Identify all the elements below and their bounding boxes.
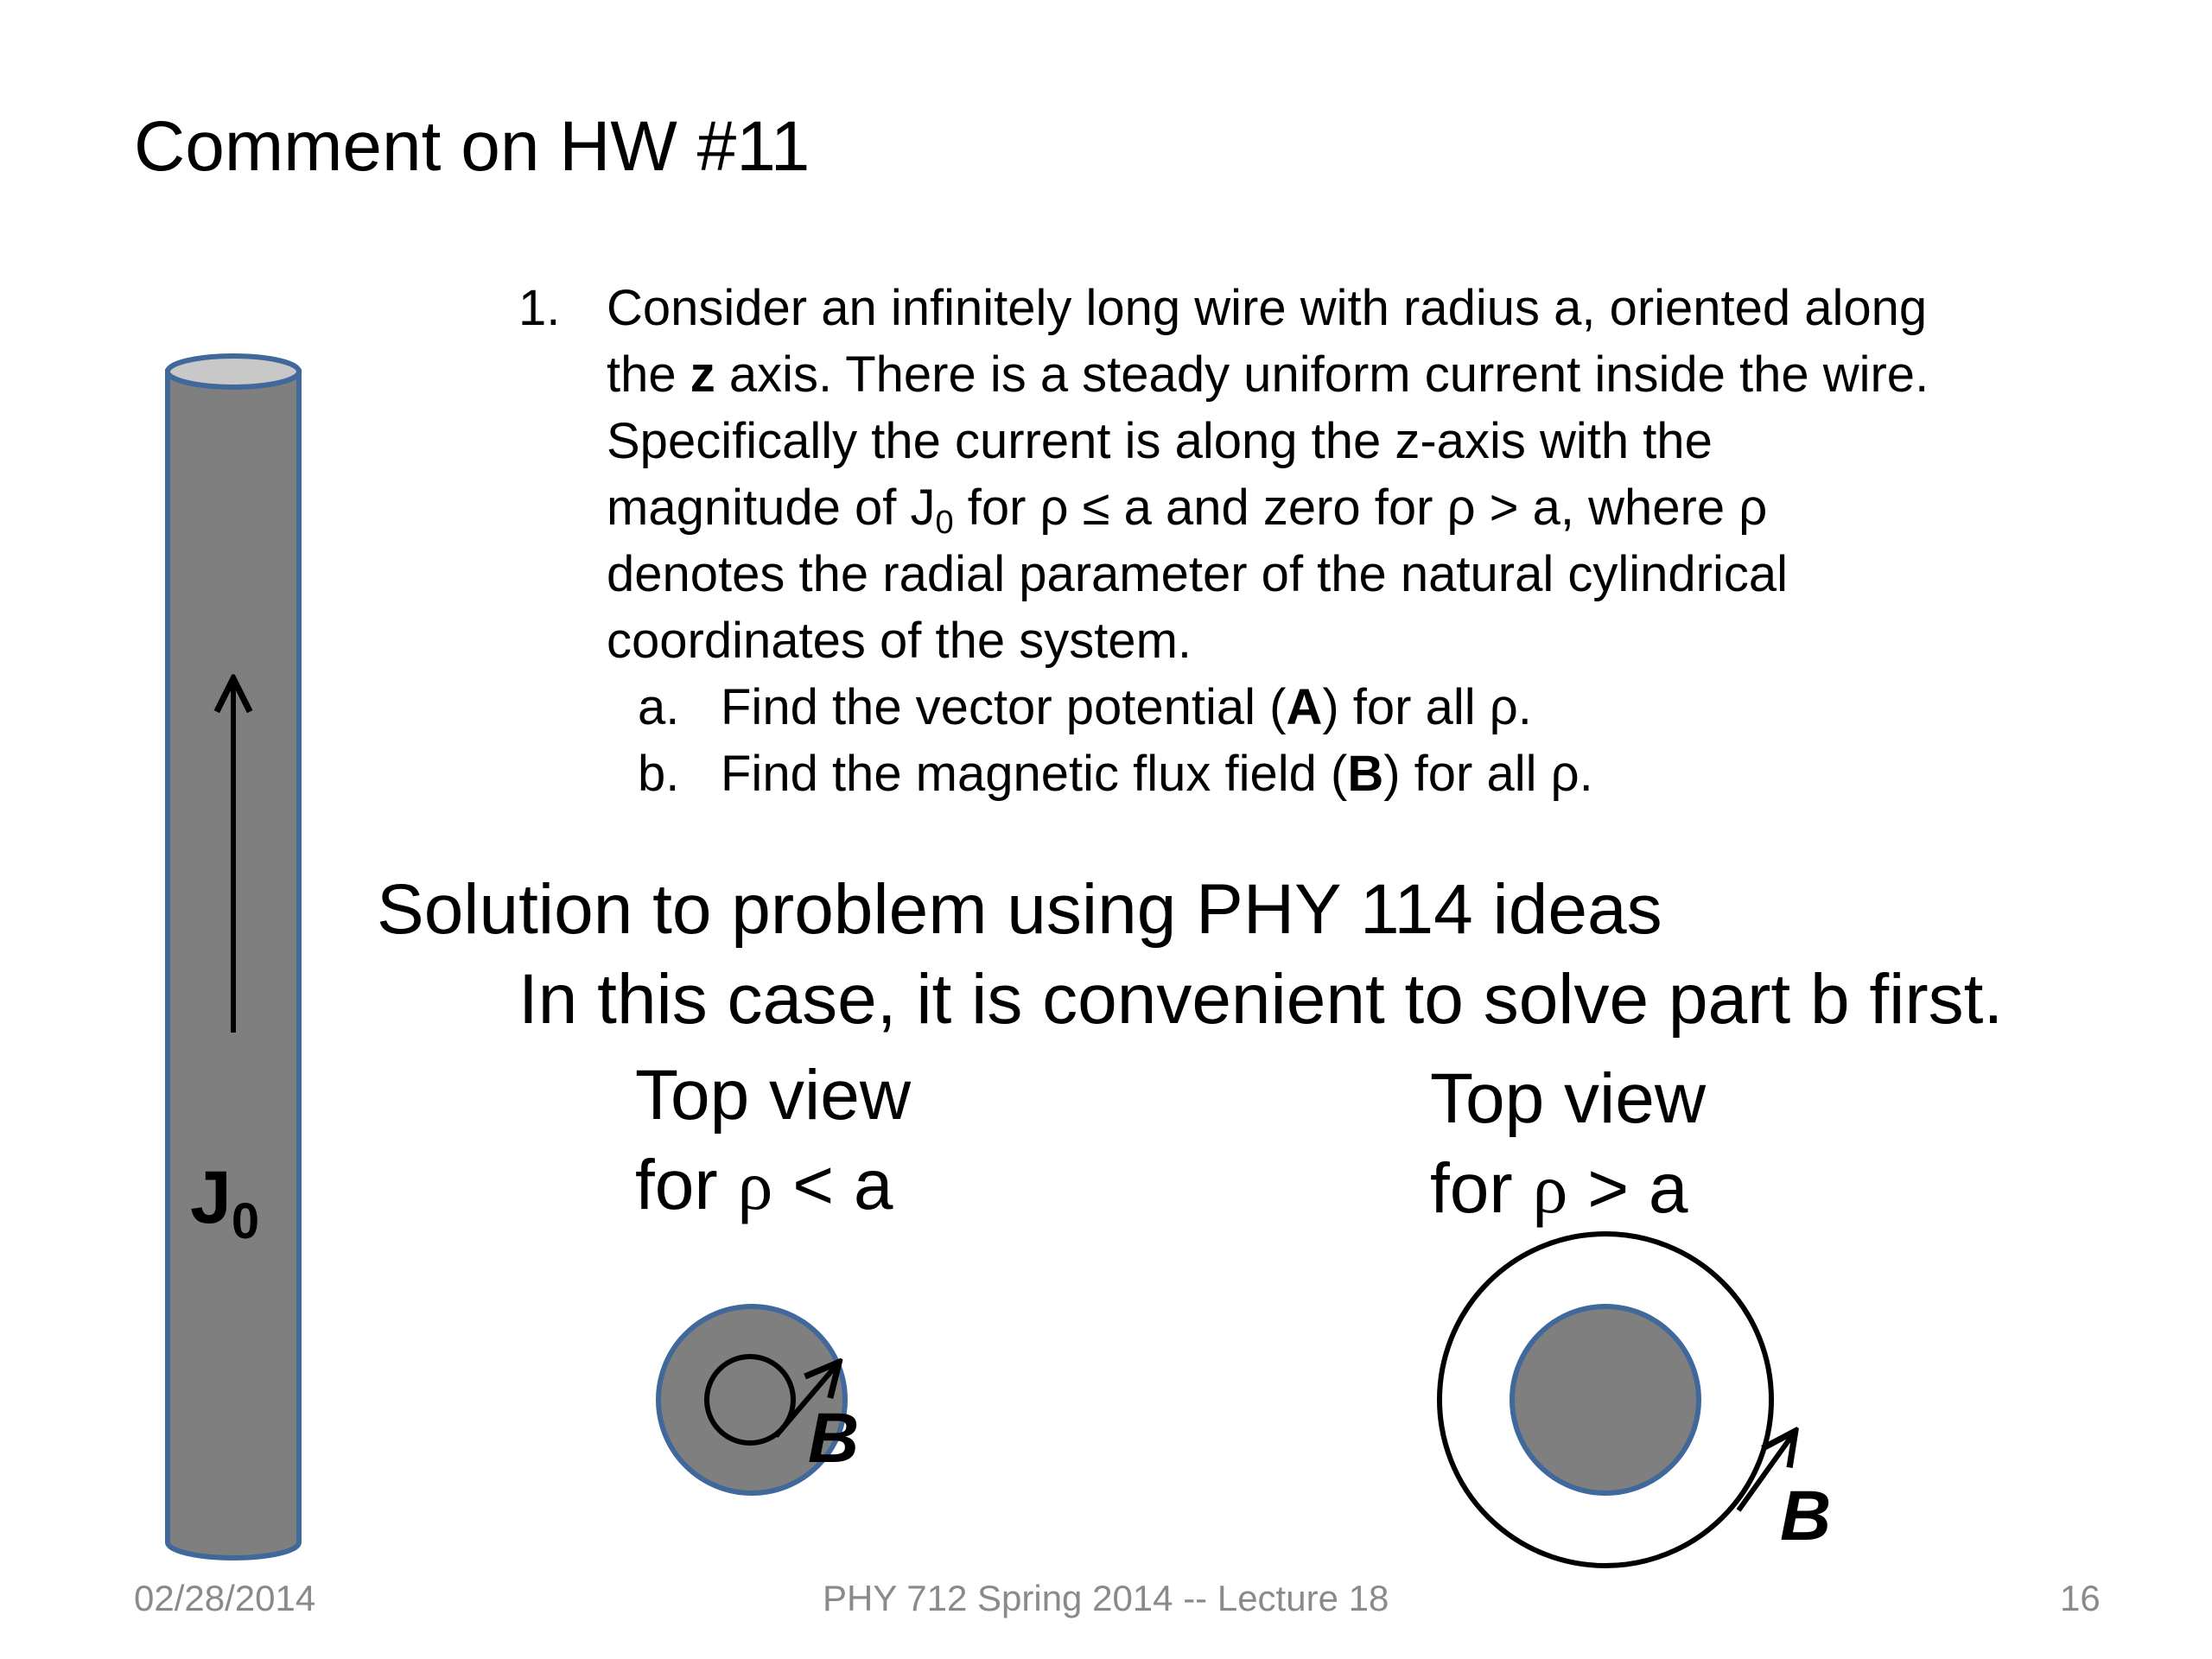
- text-run: Find the vector potential (: [721, 679, 1287, 735]
- inner-top-view: [658, 1306, 859, 1493]
- text-run: axis. There is a steady uniform current inside the wire.: [715, 346, 1929, 403]
- flux-field-symbol: B: [1347, 746, 1384, 802]
- field-label-outer: B: [1780, 1477, 1832, 1555]
- problem-line: Consider an infinitely long wire with radius a, oriented along: [607, 280, 1928, 336]
- text-run: ) for all ρ.: [1383, 746, 1593, 802]
- current-density-label: $J_0$: [190, 1156, 260, 1249]
- text-run: Find the magnetic flux field (: [721, 746, 1348, 802]
- part-marker: b.: [638, 746, 680, 802]
- problem-line: Specifically the current is along the z-axis with the: [607, 413, 1713, 469]
- text-run: the: [607, 346, 690, 403]
- problem-line: coordinates of the system.: [607, 613, 1192, 669]
- j0-subscript: 0: [935, 505, 954, 541]
- solution-note: In this case, it is convenient to solve part b first.: [518, 960, 2004, 1039]
- wire-cylinder: [168, 356, 299, 1558]
- problem-line: denotes the radial parameter of the natural cylindrical: [607, 546, 1788, 602]
- view-label-line: Top view: [1430, 1059, 1707, 1138]
- footer-date: 02/28/2014: [134, 1578, 316, 1618]
- text-run: for ρ ≤ a and zero for ρ > a, where ρ: [953, 480, 1768, 536]
- outer-top-view: [1440, 1234, 1831, 1566]
- footer-course: PHY 712 Spring 2014 -- Lecture 18: [823, 1578, 1389, 1618]
- text-run: ) for all ρ.: [1322, 679, 1532, 735]
- slide-title: Comment on HW #11: [134, 107, 810, 186]
- wire-cross-section: [1512, 1306, 1699, 1493]
- footer-page-number: 16: [2060, 1578, 2101, 1618]
- text-run: for: [635, 1146, 738, 1224]
- text-run: magnitude of J: [607, 480, 936, 536]
- rho-symbol: ρ: [1532, 1149, 1568, 1228]
- solution-heading: Solution to problem using PHY 114 ideas: [377, 870, 1662, 949]
- problem-number: 1.: [518, 280, 561, 336]
- wire-top-cap: [168, 356, 299, 387]
- text-run: > a: [1567, 1149, 1688, 1228]
- rho-symbol: ρ: [737, 1146, 773, 1224]
- z-axis-bold: z: [690, 346, 715, 403]
- text-run: for: [1430, 1149, 1533, 1228]
- view-label-line: Top view: [635, 1056, 912, 1135]
- text-run: < a: [772, 1146, 893, 1224]
- field-label-inner: B: [808, 1399, 860, 1478]
- part-marker: a.: [638, 679, 680, 735]
- vector-potential-symbol: A: [1286, 679, 1323, 735]
